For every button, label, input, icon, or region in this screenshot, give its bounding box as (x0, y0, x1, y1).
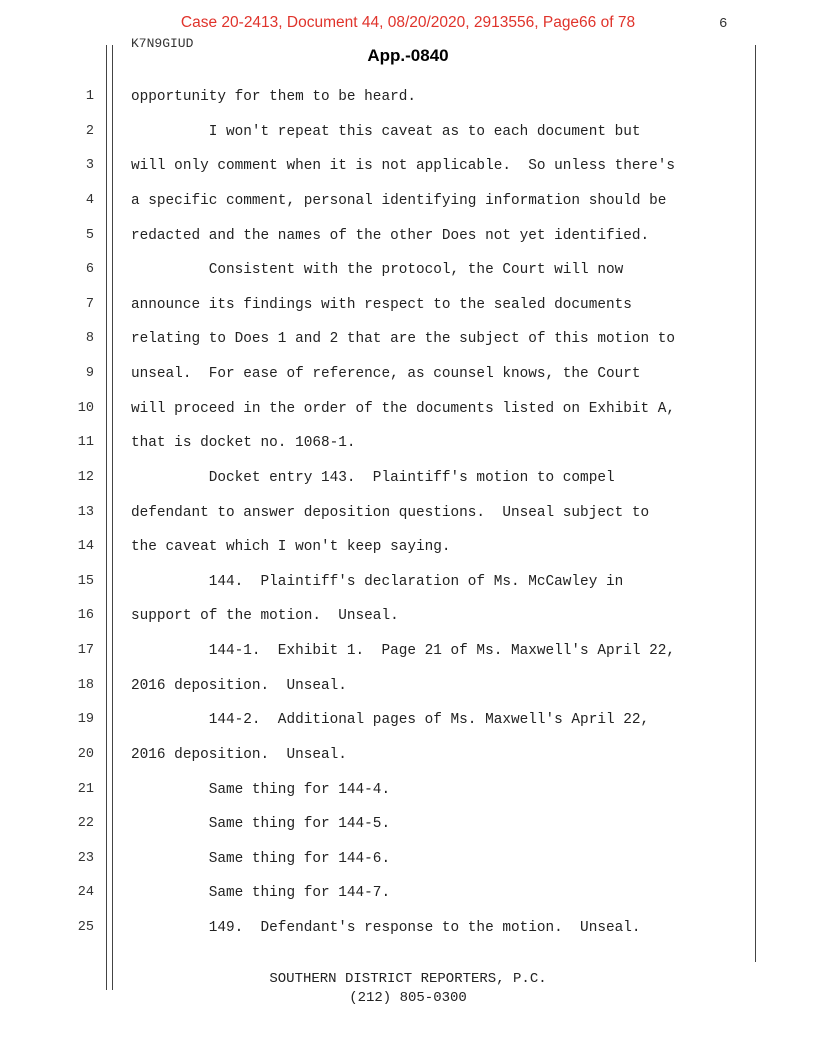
transcript-line: 2016 deposition. Unseal. (131, 677, 347, 694)
transcript-line: opportunity for them to be heard. (131, 89, 416, 105)
transcript-line: Same thing for 144-4. (131, 781, 391, 798)
transcript-line: Same thing for 144-5. (131, 816, 391, 833)
line-number: 20 (77, 746, 94, 762)
line-number: 16 (77, 608, 94, 624)
line-number: 25 (77, 920, 94, 935)
transcript-line: a specific comment, personal identifying information should be (131, 192, 667, 209)
line-number: 1 (85, 89, 94, 104)
left-margin-rule-inner (112, 45, 113, 990)
transcript-line: relating to Does 1 and 2 that are the subject of this motion to (131, 331, 676, 348)
line-number-column (68, 83, 94, 949)
transcript-line: redacted and the names of the other Does not yet identified. (131, 227, 650, 244)
transcript-line: 144. Plaintiff's declaration of Ms. McCawley in (131, 573, 624, 590)
transcript-line: announce its findings with respect to the sealed documents (131, 296, 632, 313)
line-number: 6 (85, 262, 94, 278)
line-number: 17 (77, 643, 94, 658)
line-number: 2 (85, 123, 94, 139)
transcript-line: Same thing for 144-7. (131, 885, 391, 902)
transcript-line: the caveat which I won't keep saying. (131, 539, 451, 556)
transcript-line: 149. Defendant's response to the motion. Unseal. (131, 920, 641, 936)
line-number: 3 (85, 158, 94, 174)
line-number: 23 (77, 850, 94, 866)
footer-reporter: SOUTHERN DISTRICT REPORTERS, P.C. (269, 971, 547, 987)
line-number: 4 (85, 192, 94, 208)
case-header: Case 20-2413, Document 44, 08/20/2020, 2913556, Page66 of 78 (180, 14, 636, 31)
footer-phone: (212) 805-0300 (349, 990, 467, 1006)
appendix-number: App.-0840 (367, 46, 449, 65)
left-margin-rule-outer (106, 45, 107, 990)
page-number: 6 (719, 16, 728, 32)
case-code: K7N9GIUD (131, 36, 194, 51)
line-number: 5 (85, 227, 94, 243)
footer (0, 970, 816, 1008)
line-number: 7 (85, 296, 94, 312)
transcript-line: 144-1. Exhibit 1. Page 21 of Ms. Maxwell's April 22, (131, 643, 676, 659)
transcript-line: 144-2. Additional pages of Ms. Maxwell's April 22, (131, 712, 650, 729)
line-number: 8 (85, 331, 94, 347)
transcript-line: defendant to answer deposition questions. Unseal subject to (131, 504, 650, 521)
transcript-line: Docket entry 143. Plaintiff's motion to compel (131, 469, 615, 486)
line-number: 19 (77, 712, 94, 728)
transcript-line: support of the motion. Unseal. (131, 608, 399, 625)
line-number: 9 (85, 366, 94, 381)
line-number: 14 (77, 539, 94, 555)
line-number: 11 (77, 435, 94, 451)
transcript-line: Same thing for 144-6. (131, 850, 391, 867)
right-margin-rule (755, 45, 756, 962)
line-number: 12 (77, 469, 94, 485)
line-number: 18 (77, 677, 94, 693)
transcript-line: 2016 deposition. Unseal. (131, 746, 347, 763)
transcript-line: I won't repeat this caveat as to each document but (131, 123, 641, 140)
transcript-body (131, 83, 743, 949)
line-number: 22 (77, 816, 94, 832)
transcript-line: will only comment when it is not applicable. So unless there's (131, 158, 676, 175)
line-number: 15 (77, 573, 94, 589)
transcript-line: unseal. For ease of reference, as counsel knows, the Court (131, 366, 641, 382)
transcript-line: that is docket no. 1068-1. (131, 435, 356, 452)
transcript-line: Consistent with the protocol, the Court will now (131, 262, 624, 279)
line-number: 24 (77, 885, 94, 901)
line-number: 10 (77, 400, 94, 416)
transcript-line: will proceed in the order of the documents listed on Exhibit A, (131, 400, 676, 417)
line-number: 21 (77, 781, 94, 797)
line-number: 13 (77, 504, 94, 520)
